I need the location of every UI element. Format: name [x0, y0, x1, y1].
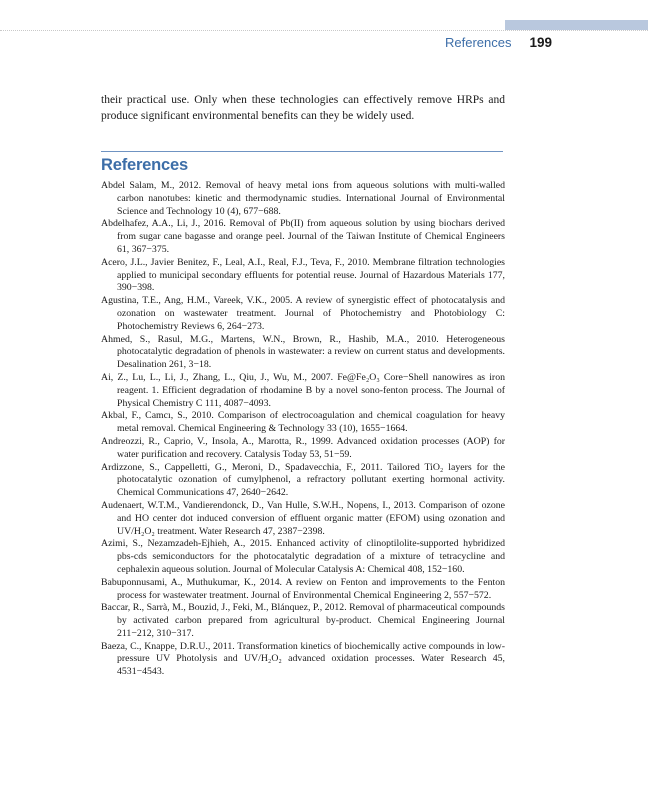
running-head: [445, 35, 552, 50]
reference-entry: Akbal, F., Camcı, S., 2010. Comparison of electrocoagulation and chemical coagulation for heavy metal removal. Chemical Engineering & Technology 33 (10), 1655−1664.: [101, 410, 505, 435]
reference-entry: Acero, J.L., Javier Benitez, F., Leal, A.I., Real, F.J., Teva, F., 2010. Membrane filtration technologies applied to municipal secondary effluents for potential reuse. Journal of Hazardous Materials 177, 390−398.: [101, 256, 505, 294]
intro-paragraph: their practical use. Only when these technologies can effectively remove HRPs and produce significant environmental benefits can they be widely used.: [101, 94, 505, 122]
reference-entry: Babuponnusami, A., Muthukumar, K., 2014. A review on Fenton and improvements to the Fenton process for wastewater treatment. Journal of Environmental Chemical Engineering 2, 557−572.: [101, 576, 505, 601]
page-number: 199: [529, 35, 552, 50]
header-accent-bar: [505, 20, 648, 30]
reference-entry: Ai, Z., Lu, L., Li, J., Zhang, L., Qiu, J., Wu, M., 2007. Fe@Fe₂O₃ Core−Shell nanowires as iron reagent. 1. Efficient degradation of rhodamine B by a novel sono-fenton process. The Journal of Physical Chemistry C 111, 4087−4093.: [101, 371, 505, 409]
reference-entry: Ahmed, S., Rasul, M.G., Martens, W.N., Brown, R., Hashib, M.A., 2010. Heterogeneous photocatalytic degradation of phenols in wastewater: a review on current status and developments. Desalination 261, 3−18.: [101, 333, 505, 371]
reference-entry: Azimi, S., Nezamzadeh-Ejhieh, A., 2015. Enhanced activity of clinoptilolite-supported hybridized pbs-cds semiconductors for the photocatalytic degradation of a mixture of tetracycline and cephalexin aqueous solution. Journal of Molecular Catalysis A: Chemical 408, 152−160.: [101, 538, 505, 575]
reference-entry: Audenaert, W.T.M., Vandierendonck, D., Van Hulle, S.W.H., Nopens, I., 2013. Comparison of ozone and HO center dot induced conversion of effluent organic matter (EFOM) using ozonation and UV/H₂O₂ treatment. Water Research 47, 2387−2398.: [101, 499, 505, 537]
reference-list: [101, 180, 505, 679]
reference-entry: Abdel Salam, M., 2012. Removal of heavy metal ions from aqueous solutions with multi-walled carbon nanotubes: kinetic and thermodynamic studies. International Journal of Environmental Science and Technology 10 (4), 677−688.: [101, 180, 505, 217]
references-divider: [101, 151, 503, 152]
reference-entry: Ardizzone, S., Cappelletti, G., Meroni, D., Spadavecchia, F., 2011. Tailored TiO₂ layers for the photocatalytic ozonation of cumylphenol, a refractory pollutant exerting hormonal activity. Chemical Communications 47, 2640−2642.: [101, 461, 505, 499]
reference-entry: Baccar, R., Sarrà, M., Bouzid, J., Feki, M., Blánquez, P., 2012. Removal of pharmaceutical compounds by activated carbon prepared from agricultural by-product. Chemical Engineering Journal 211−212, 310−317.: [101, 602, 505, 639]
references-heading: References: [101, 156, 188, 174]
reference-entry: Abdelhafez, A.A., Li, J., 2016. Removal of Pb(II) from aqueous solution by using biochars derived from sugar cane bagasse and orange peel. Journal of the Taiwan Institute of Chemical Engineers 61, 367−375.: [101, 218, 505, 255]
header-divider: [0, 30, 648, 31]
reference-entry: Baeza, C., Knappe, D.R.U., 2011. Transformation kinetics of biochemically active compounds in low-pressure UV Photolysis and UV/H₂O₂ advanced oxidation processes. Water Research 45, 4531−4543.: [101, 640, 505, 678]
running-head-section: References: [444, 35, 512, 50]
reference-entry: Andreozzi, R., Caprio, V., Insola, A., Marotta, R., 1999. Advanced oxidation processes (AOP) for water purification and recovery. Catalysis Today 53, 51−59.: [101, 435, 505, 460]
reference-entry: Agustina, T.E., Ang, H.M., Vareek, V.K., 2005. A review of synergistic effect of photocatalysis and ozonation on wastewater treatment. Journal of Photochemistry and Photobiology C: Photochemistry Reviews 6, 264−273.: [101, 295, 505, 332]
